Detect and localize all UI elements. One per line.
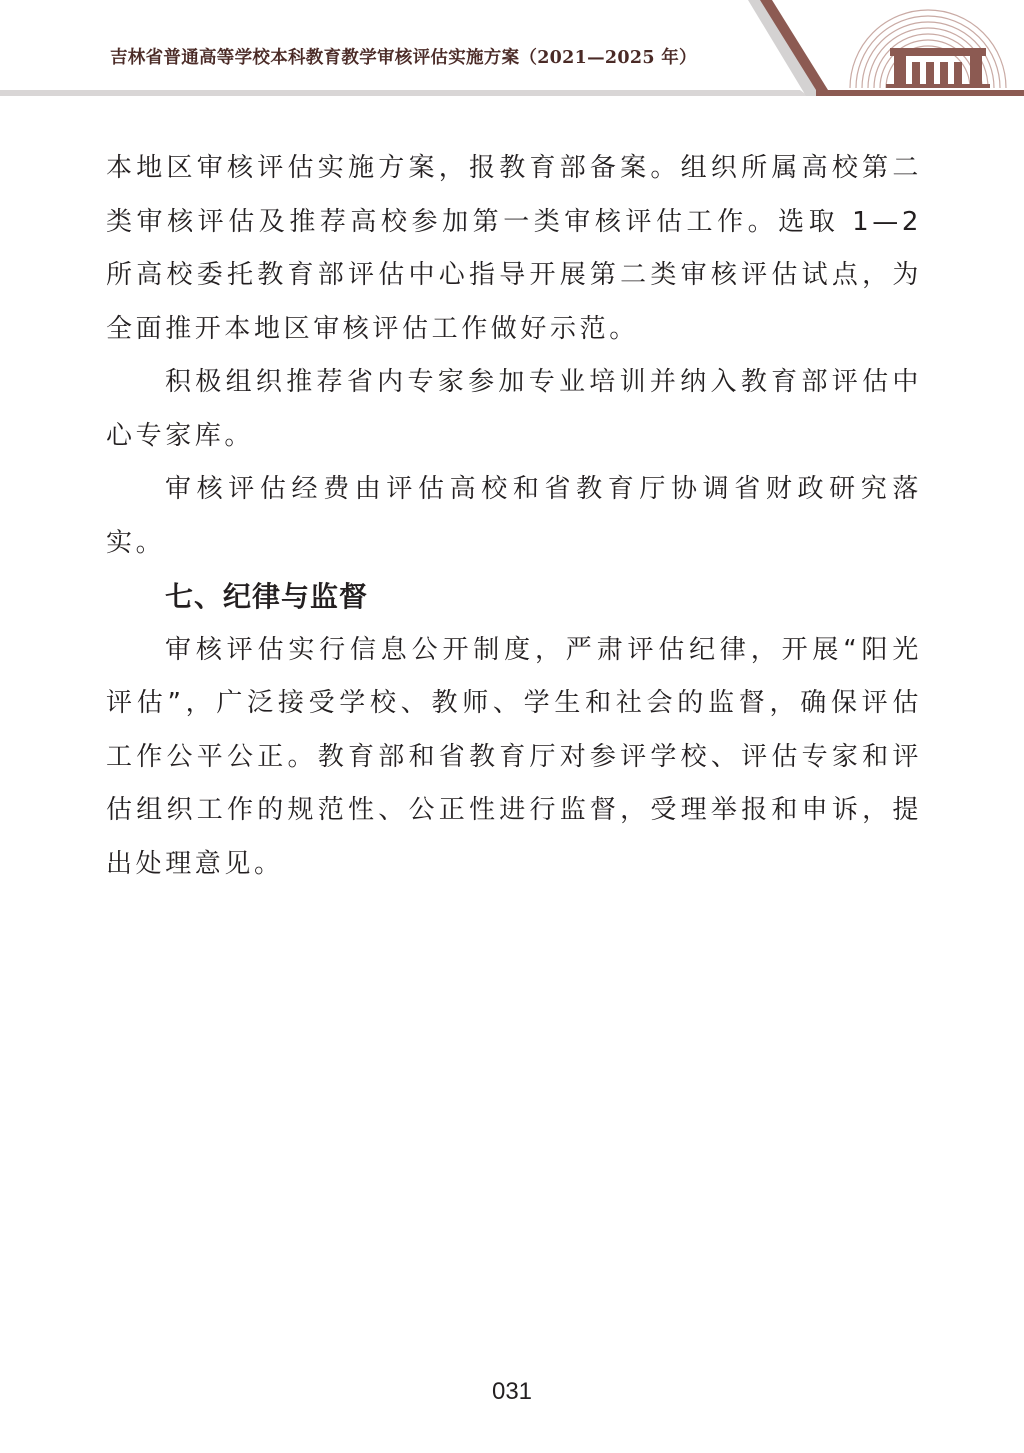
running-title: 吉林省普通高等学校本科教育教学审核评估实施方案（2021—2025 年） bbox=[110, 48, 697, 68]
body-paragraph: 本地区审核评估实施方案，报教育部备案。组织所属高校第二类审核评估及推荐高校参加第一类审核评估工作。选取 1—2 所高校委托教育部评估中心指导开展第二类审核评估试点，为全面推开本地区审核评估工作做好示范。 bbox=[106, 153, 922, 344]
body-paragraph: 审核评估经费由评估高校和省教育厅协调省财政研究落实。 bbox=[106, 474, 922, 558]
page-header bbox=[0, 0, 1024, 100]
body-paragraph: 积极组织推荐省内专家参加专业培训并纳入教育部评估中心专家库。 bbox=[106, 367, 922, 451]
page-body bbox=[106, 142, 922, 891]
body-paragraph: 审核评估实行信息公开制度，严肃评估纪律，开展“阳光评估”，广泛接受学校、教师、学生和社会的监督，确保评估工作公平公正。教育部和省教育厅对参评学校、评估专家和评估组织工作的规范性、公正性进行监督，受理举报和申诉，提出处理意见。 bbox=[106, 634, 922, 879]
section-heading: 七、纪律与监督 bbox=[165, 580, 369, 613]
page-number: 031 bbox=[491, 1378, 533, 1405]
